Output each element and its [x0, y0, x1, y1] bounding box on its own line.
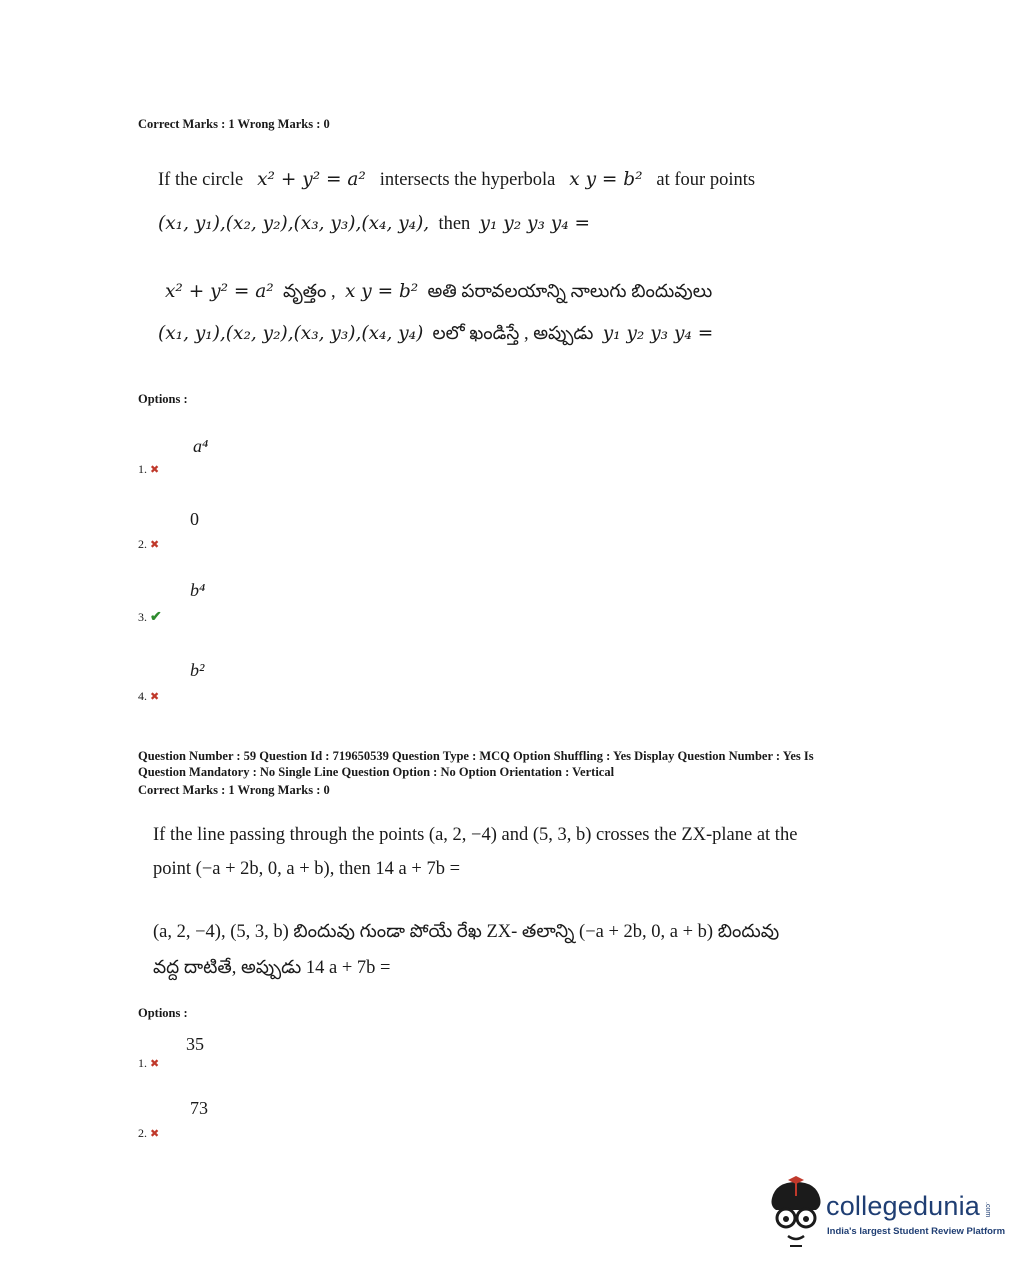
q58-option-1-value: a⁴ [193, 436, 209, 456]
collegedunia-logo[interactable] [766, 1176, 1006, 1250]
q58-telugu-text: అతి పరావలయాన్ని నాలుగు బిందువులు [427, 282, 713, 302]
q58-option-1[interactable] [138, 462, 159, 477]
student-mascot-icon [766, 1176, 826, 1248]
q59-option-1-value: 35 [186, 1034, 204, 1054]
option-number: 1. [138, 1056, 147, 1070]
q58-option-4[interactable] [138, 689, 159, 704]
wrong-icon: ✖ [150, 1058, 160, 1070]
q58-telugu-line1 [165, 280, 712, 304]
logo-suffix: .com [984, 1202, 991, 1218]
q58-marks: Correct Marks : 1 Wrong Marks : 0 [138, 117, 330, 131]
wrong-icon: ✖ [150, 691, 160, 703]
wrong-icon: ✖ [150, 1128, 160, 1140]
q58-hyperbola-eq: x y = b² [344, 281, 419, 302]
q58-text: then [438, 214, 471, 234]
q58-points: (x₁, y₁),(x₂, y₂),(x₃, y₃),(x₄, y₄), [158, 213, 430, 234]
logo-tagline: India's largest Student Review Platform [827, 1226, 1006, 1237]
q58-options-label: Options : [138, 392, 188, 406]
q58-option-2-value: 0 [190, 509, 199, 529]
wrong-icon: ✖ [150, 539, 160, 551]
q58-option-3-value: b⁴ [190, 580, 206, 600]
q58-circle-eq: x² + y² = a² [165, 281, 274, 302]
q58-option-2[interactable] [138, 537, 159, 552]
q58-product: y₁ y₂ y₃ y₄ = [602, 323, 714, 344]
q59-option-1[interactable] [138, 1056, 159, 1071]
option-number: 3. [138, 610, 147, 624]
q58-option-3[interactable] [138, 609, 162, 626]
q58-text: intersects the hyperbola [379, 170, 556, 190]
q59-english-line2: point (−a + 2b, 0, a + b), then 14 a + 7b = [153, 859, 461, 879]
q59-option-2[interactable] [138, 1126, 159, 1141]
option-number: 2. [138, 537, 147, 551]
wrong-icon: ✖ [150, 464, 160, 476]
logo-wordmark: collegedunia [826, 1191, 981, 1221]
option-number: 4. [138, 689, 147, 703]
q58-text: If the circle [158, 170, 244, 190]
q58-circle-eq: x² + y² = a² [257, 169, 366, 190]
q59-telugu-line2: వద్ద దాటితే, అప్పుడు 14 a + 7b = [153, 958, 391, 978]
option-number: 2. [138, 1126, 147, 1140]
q59-marks: Correct Marks : 1 Wrong Marks : 0 [138, 783, 330, 797]
q58-hyperbola-eq: x y = b² [569, 169, 643, 190]
option-number: 1. [138, 462, 147, 476]
q59-meta-line1: Question Number : 59 Question Id : 719650539 Question Type : MCQ Option Shuffling : Yes Display Question Number : Yes Is [138, 749, 814, 763]
q58-english-line2 [158, 212, 590, 236]
q59-meta-line2: Question Mandatory : No Single Line Question Option : No Option Orientation : Vertical [138, 765, 615, 779]
q58-points: (x₁, y₁),(x₂, y₂),(x₃, y₃),(x₄, y₄) [158, 323, 424, 344]
checkmark-icon: ✔ [150, 610, 162, 625]
q58-option-4-value: b² [190, 660, 205, 680]
q58-text: at four points [656, 170, 756, 190]
q59-options-label: Options : [138, 1006, 188, 1020]
q58-product: y₁ y₂ y₃ y₄ = [479, 213, 591, 234]
q59-option-2-value: 73 [190, 1098, 208, 1118]
q58-telugu-line2 [158, 322, 713, 346]
q59-telugu-line1: (a, 2, −4), (5, 3, b) బిందువు గుండా పోయే రేఖ ZX- తలాన్ని (−a + 2b, 0, a + b) బిందువు [153, 922, 780, 942]
q58-english-line1 [158, 168, 755, 192]
q59-english-line1: If the line passing through the points (a, 2, −4) and (5, 3, b) crosses the ZX-plane at the [153, 825, 798, 845]
q58-telugu-text: వృత్తం , [282, 282, 336, 302]
q58-telugu-text: లలో ఖండిస్తే , అప్పుడు [432, 324, 594, 344]
